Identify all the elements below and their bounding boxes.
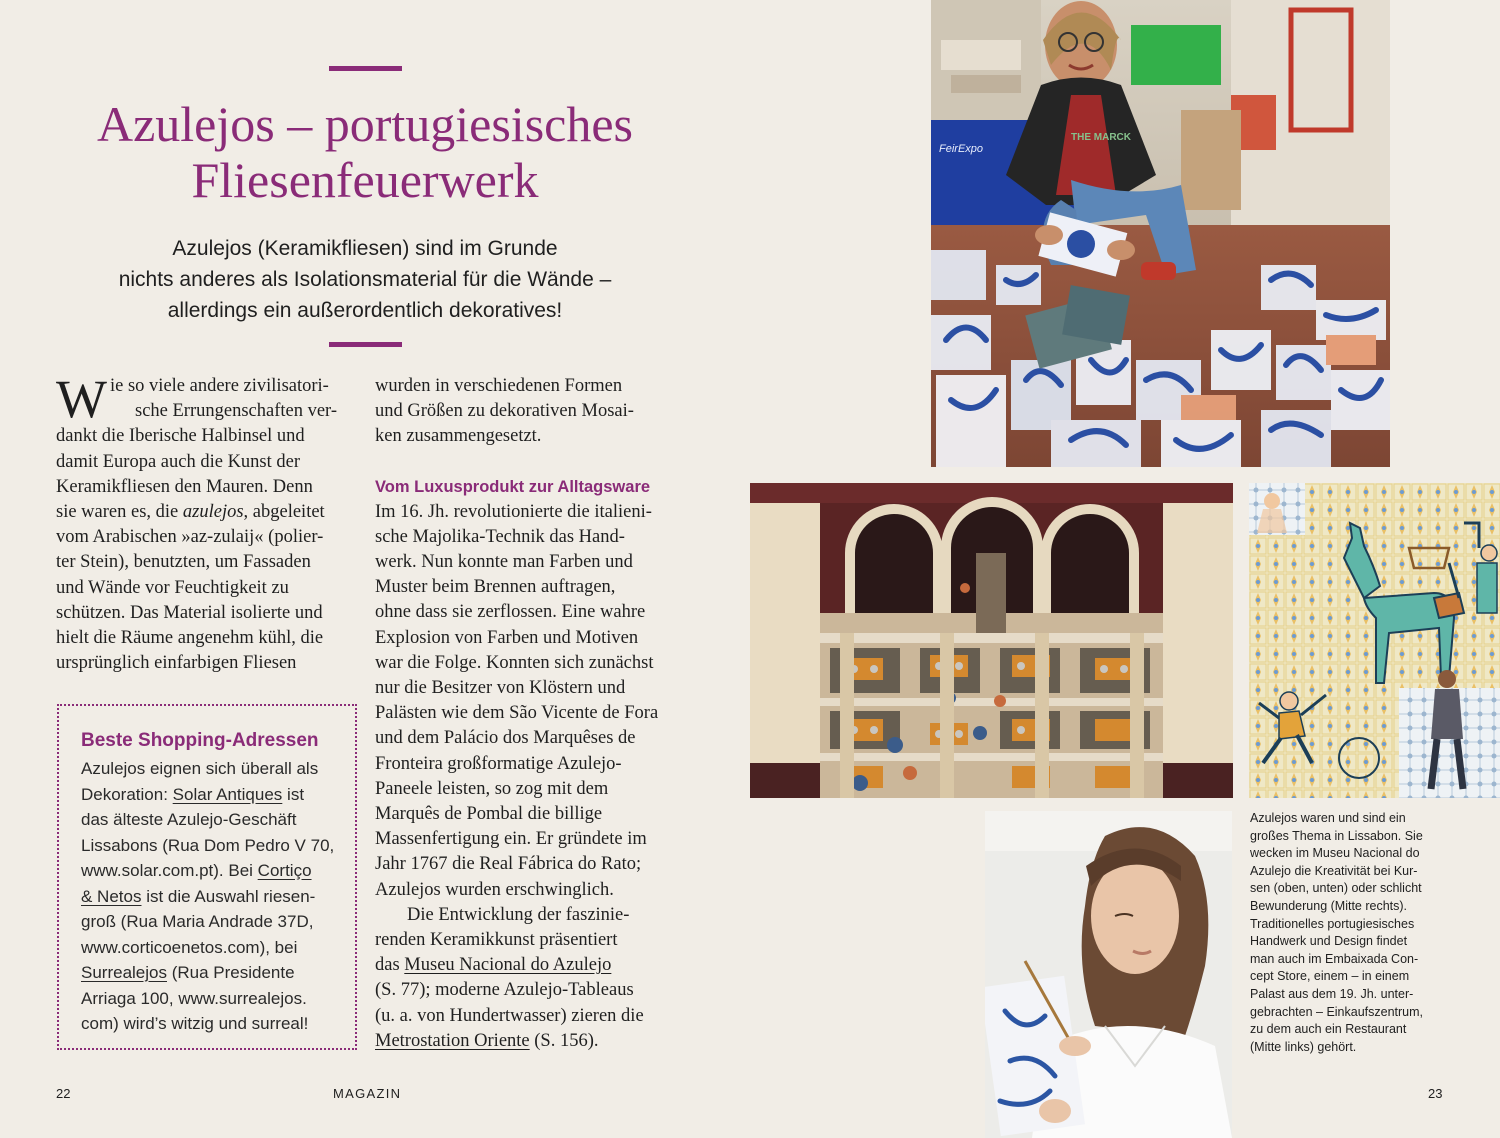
body-line: Marquês de Pombal die billige bbox=[375, 804, 603, 825]
box-line: com) wird’s witzig und surreal! bbox=[81, 1014, 309, 1033]
caption-line: Azulejo die Kreativität bei Kur- bbox=[1250, 863, 1418, 878]
body-line: Muster beim Brennen auftragen, bbox=[375, 577, 616, 598]
title-line-1: Azulejos – portugiesisches bbox=[96, 96, 633, 152]
caption-line: (Mitte links) gehört. bbox=[1250, 1039, 1357, 1054]
body-line: ohne dass sie zerflossen. Eine wahre bbox=[375, 602, 646, 623]
box-line bbox=[81, 858, 337, 884]
body-line: ie so viele andere zivilisatori- bbox=[110, 376, 329, 396]
box-line: Arriaga 100, www.surrealejos. bbox=[81, 988, 307, 1008]
title-line-2: Fliesenfeuerwerk bbox=[191, 152, 539, 208]
box-text: www.solar.com.pt). Bei bbox=[81, 861, 258, 880]
body-line: (S. 77); moderne Azulejo-Tableaus bbox=[375, 980, 634, 1001]
caption-line: cept Store, einem – in einem bbox=[1250, 969, 1410, 984]
tshirt-print: THE MARCK bbox=[1071, 132, 1131, 143]
body-line: Massenfertigung ein. Er gründete im bbox=[375, 829, 647, 850]
photo-restaurant-courtyard-image bbox=[750, 483, 1233, 798]
box-text: ist bbox=[282, 784, 305, 804]
lede-bottom-rule bbox=[329, 342, 402, 347]
body-line: Keramikfliesen den Mauren. Denn bbox=[56, 476, 313, 497]
box-line: www.corticoenetos.com), bei bbox=[81, 937, 298, 957]
photo-tile-mural bbox=[1249, 483, 1500, 798]
lede-line-1: Azulejos (Keramikfliesen) sind im Grunde bbox=[172, 237, 558, 260]
body-line: hielt die Räume angenehm kühl, die bbox=[56, 628, 324, 649]
body-line: (u. a. von Hundertwasser) zieren die bbox=[375, 1005, 644, 1026]
page-number-right: 23 bbox=[1428, 1086, 1443, 1101]
body-line: Jahr 1767 die Real Fábrica do Rato; bbox=[375, 854, 642, 875]
body-line: Im 16. Jh. revolutionierte die italieni- bbox=[375, 501, 652, 522]
body-line bbox=[56, 500, 362, 525]
dropcap: W bbox=[56, 369, 107, 429]
box-text: (Rua Presidente bbox=[167, 963, 295, 982]
page-title bbox=[40, 96, 690, 208]
box-line: Lissabons (Rua Dom Pedro V 70, bbox=[81, 835, 335, 855]
photo-restaurant-courtyard bbox=[750, 483, 1233, 798]
body-line: schützen. Das Material isolierte und bbox=[56, 602, 323, 623]
body-line: sche Errungenschaften ver- bbox=[135, 401, 338, 422]
photo-caption bbox=[1250, 810, 1490, 1056]
solar-antiques-link[interactable]: Solar Antiques bbox=[172, 784, 283, 804]
caption-line: Traditionelles portugiesisches bbox=[1250, 916, 1415, 931]
box-line: das älteste Azulejo-Geschäft bbox=[81, 810, 297, 829]
lede-line-2: nichts anderes als Isolationsmaterial für die Wände – bbox=[118, 268, 612, 291]
body-line bbox=[375, 1029, 685, 1054]
caption-line: man auch im Embaixada Con- bbox=[1250, 951, 1419, 966]
box-line: Azulejos eignen sich überall als bbox=[81, 759, 319, 778]
body-line: sche Majolika-Technik das Hand- bbox=[375, 526, 625, 547]
body-line: und Größen zu dekorativen Mosai- bbox=[375, 401, 634, 422]
caption-line: großes Thema in Lissabon. Sie bbox=[1250, 828, 1423, 843]
caption-line: Handwerk und Design findet bbox=[1250, 934, 1408, 949]
body-line: ursprünglich einfarbigen Fliesen bbox=[56, 653, 297, 674]
cortico-link-part-1[interactable]: Cortiço bbox=[257, 861, 312, 880]
body-line: ter Stein), benutzten, um Fassaden bbox=[56, 552, 311, 573]
caption-line: Bewunderung (Mitte rechts). bbox=[1250, 898, 1408, 913]
section-subhead: Vom Luxusprodukt zur Alltagsware bbox=[375, 477, 651, 496]
cortico-link-part-2[interactable]: & Netos bbox=[81, 886, 142, 906]
photo-tile-painter-image bbox=[985, 811, 1232, 1138]
body-text: das bbox=[375, 955, 405, 976]
shopping-tips-box bbox=[57, 704, 357, 1050]
photo-tile-workshop bbox=[931, 0, 1390, 467]
museum-link[interactable]: Museu Nacional do Azulejo bbox=[404, 955, 612, 976]
photo-tile-mural-image bbox=[1249, 483, 1500, 798]
body-column-2 bbox=[375, 374, 685, 1054]
body-line: Palästen wie dem São Vicente de Fora bbox=[375, 703, 659, 724]
lede-line-3: allerdings ein außerordentlich dekoratives! bbox=[167, 299, 563, 322]
caption-line: Azulejos waren und sind ein bbox=[1250, 811, 1406, 825]
caption-line: sen (oben, unten) oder schlicht bbox=[1250, 881, 1422, 896]
body-line: vom Arabischen »az-zulaij« (polier- bbox=[56, 527, 324, 548]
body-line: ken zusammengesetzt. bbox=[375, 426, 542, 447]
body-line: dankt die Iberische Halbinsel und bbox=[56, 426, 305, 447]
body-line: Explosion von Farben und Motiven bbox=[375, 627, 639, 648]
box-line: groß (Rua Maria Andrade 37D, bbox=[81, 912, 314, 931]
booth-sign-text: FeirExpo bbox=[939, 143, 984, 155]
caption-line: Palast aus dem 19. Jh. unter- bbox=[1250, 986, 1414, 1001]
body-text: (S. 156). bbox=[529, 1030, 599, 1051]
caption-line: gebrachten – Einkaufszentrum, bbox=[1250, 1004, 1424, 1019]
lede bbox=[70, 233, 660, 326]
body-line: Paneele leisten, so zog mit dem bbox=[375, 778, 609, 799]
body-line: wurden in verschiedenen Formen bbox=[375, 376, 623, 396]
box-title: Beste Shopping-Adressen bbox=[81, 730, 319, 751]
body-line bbox=[375, 953, 685, 978]
photo-tile-workshop-image bbox=[931, 0, 1390, 467]
photo-tile-painter bbox=[985, 811, 1232, 1138]
box-line bbox=[81, 884, 337, 910]
italic-term: azulejos bbox=[182, 502, 244, 523]
box-line bbox=[81, 782, 337, 808]
body-line: Die Entwicklung der faszinie- bbox=[407, 904, 630, 925]
caption-line: zu dem auch ein Restaurant bbox=[1250, 1022, 1407, 1037]
body-line: und dem Palácio dos Marquêses de bbox=[375, 728, 636, 749]
caption-line: wecken im Museu Nacional do bbox=[1250, 846, 1420, 861]
metro-link[interactable]: Metrostation Oriente bbox=[375, 1030, 530, 1051]
title-top-rule bbox=[329, 66, 402, 71]
body-line: werk. Nun konnte man Farben und bbox=[375, 552, 633, 573]
surrealejos-link[interactable]: Surrealejos bbox=[81, 963, 167, 982]
body-line: damit Europa auch die Kunst der bbox=[56, 451, 301, 472]
body-line: war die Folge. Konnten sich zunächst bbox=[375, 652, 654, 673]
box-text: ist die Auswahl riesen- bbox=[141, 886, 316, 906]
body-text: sie waren es, die bbox=[56, 502, 183, 523]
body-line: Azulejos wurden erschwinglich. bbox=[375, 879, 614, 900]
body-line: renden Keramikkunst präsentiert bbox=[375, 930, 618, 951]
section-label: MAGAZIN bbox=[333, 1086, 402, 1101]
body-line: nur die Besitzer von Klöstern und bbox=[375, 678, 626, 699]
body-text: , abgeleitet bbox=[243, 502, 325, 523]
box-text: Dekoration: bbox=[81, 784, 173, 804]
body-line: Fronteira großformatige Azulejo- bbox=[375, 753, 622, 774]
body-line: und Wände vor Feuchtigkeit zu bbox=[56, 577, 289, 598]
body-column-1 bbox=[56, 369, 362, 676]
dropcap-paragraph bbox=[56, 369, 362, 429]
page-number-left: 22 bbox=[56, 1086, 71, 1101]
box-line bbox=[81, 960, 337, 986]
